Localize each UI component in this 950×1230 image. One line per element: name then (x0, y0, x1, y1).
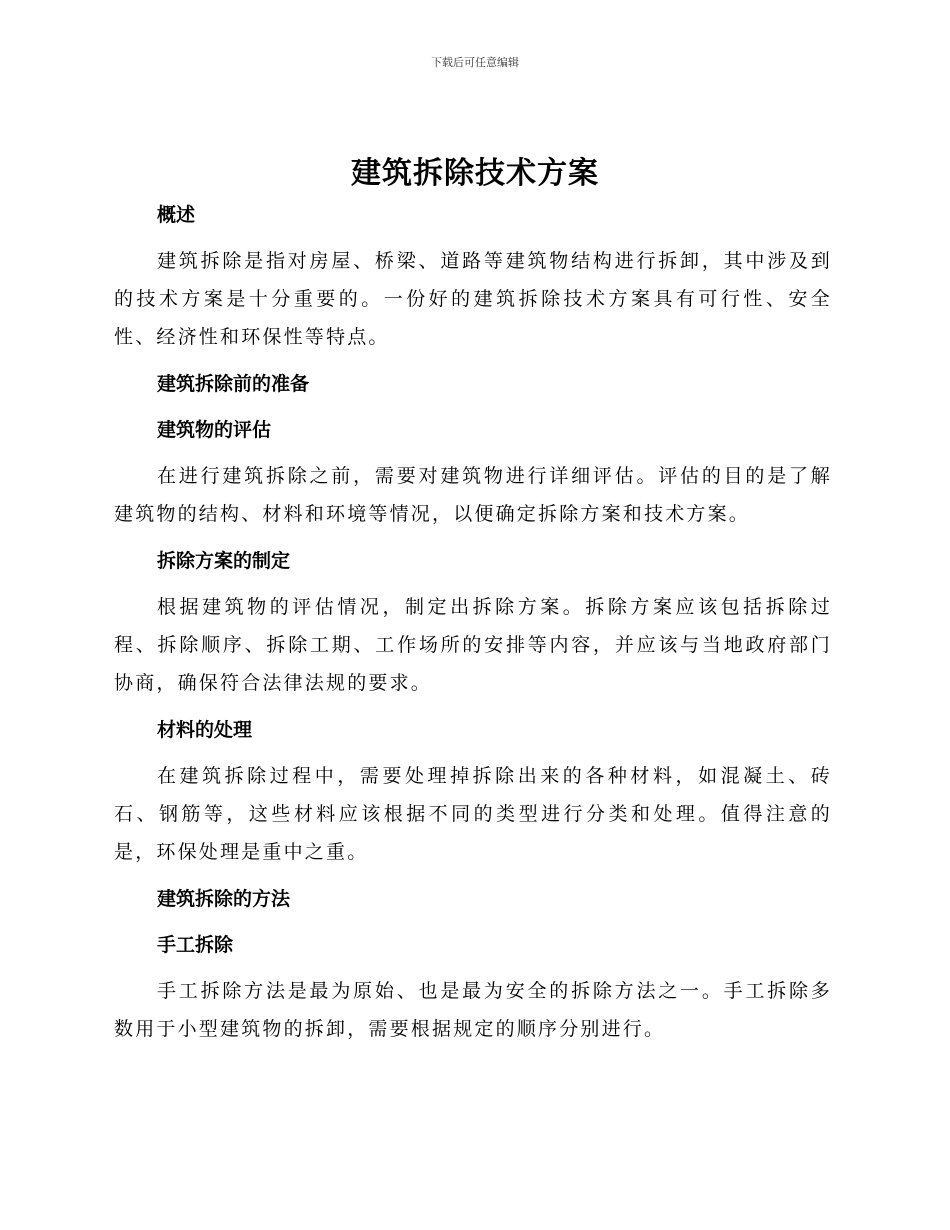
section-heading-manual: 手工拆除 (157, 934, 234, 956)
section-heading-materials: 材料的处理 (157, 719, 253, 741)
header-note: 下载后可任意编辑 (431, 56, 519, 69)
document-body (114, 196, 832, 1057)
section-paragraph-manual: 手工拆除方法是最为原始、也是最为安全的拆除方法之一。手工拆除多数用于小型建筑物的拆卸，需要根据规定的顺序分别进行。 (114, 980, 832, 1040)
section-paragraph-materials: 在建筑拆除过程中，需要处理掉拆除出来的各种材料，如混凝土、砖石、钢筋等，这些材料应该根据不同的类型进行分类和处理。值得注意的是，环保处理是重中之重。 (114, 765, 832, 863)
section-heading-plan: 拆除方案的制定 (157, 550, 291, 572)
section-paragraph-plan: 根据建筑物的评估情况，制定出拆除方案。拆除方案应该包括拆除过程、拆除顺序、拆除工期、工作场所的安排等内容，并应该与当地政府部门协商，确保符合法律法规的要求。 (114, 596, 832, 694)
section-heading-preparation: 建筑拆除前的准备 (157, 373, 310, 395)
section-heading-overview: 概述 (157, 204, 196, 226)
section-paragraph-assessment: 在进行建筑拆除之前，需要对建筑物进行详细评估。评估的目的是了解建筑物的结构、材料和环境等情况，以便确定拆除方案和技术方案。 (114, 465, 832, 525)
section-paragraph-overview: 建筑拆除是指对房屋、桥梁、道路等建筑物结构进行拆卸，其中涉及到的技术方案是十分重要的。一份好的建筑拆除技术方案具有可行性、安全性、经济性和环保性等特点。 (114, 250, 832, 348)
section-heading-methods: 建筑拆除的方法 (157, 888, 291, 910)
section-heading-assessment: 建筑物的评估 (157, 419, 272, 441)
document-title: 建筑拆除技术方案 (351, 156, 599, 191)
